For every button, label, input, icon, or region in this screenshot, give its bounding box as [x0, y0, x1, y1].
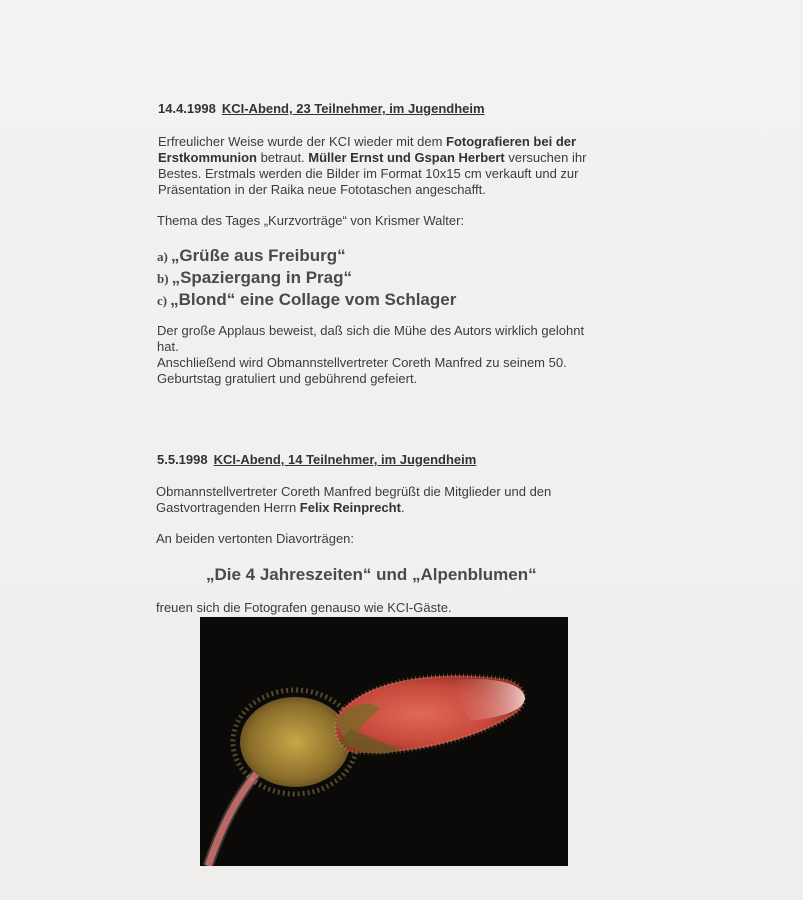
topic-list — [157, 245, 456, 311]
entry1-title: KCI-Abend, 23 Teilnehmer, im Jugendheim — [221, 101, 485, 116]
entry2-title: KCI-Abend, 14 Teilnehmer, im Jugendheim — [213, 452, 477, 467]
topic-text: „Spaziergang in Prag“ — [171, 268, 352, 287]
entry2-outro: freuen sich die Fotografen genauso wie KCI-Gäste. — [156, 600, 452, 615]
entry2-paragraph — [156, 484, 586, 516]
entry1-text: versuchen ihr Bestes. Erstmals werden die Bilder im Format 10x15 cm verkauft und zur Präsentation in der Raika neue Fototaschen angeschafft. — [158, 150, 587, 197]
entry1-text: Erfreulicher Weise wurde der KCI wieder mit dem — [158, 134, 447, 149]
entry1-bold-text: Fotografieren bei der Erstkommunion — [158, 134, 577, 165]
entry2-heading — [157, 452, 476, 467]
entry2-guest-name: Felix Reinprecht — [299, 500, 401, 515]
entry2-intro: An beiden vertonten Diavorträgen: — [156, 531, 355, 546]
entry2-talks: „Die 4 Jahreszeiten“ und „Alpenblumen“ — [206, 565, 537, 584]
flower-illustration — [200, 617, 568, 866]
entry1-bold-names: Müller Ernst und Gspan Herbert — [308, 150, 505, 165]
topic-item-a — [157, 245, 456, 267]
hairy-bud — [240, 697, 350, 787]
topic-label: c) — [157, 293, 168, 308]
entry2-date: 5.5.1998 — [157, 452, 208, 467]
entry1-text: betraut. — [256, 150, 309, 165]
entry1-date: 14.4.1998 — [158, 101, 216, 116]
entry1-applause: Der große Applaus beweist, daß sich die Mühe des Autors wirklich gelohnt hat. — [157, 323, 585, 354]
topic-label: a) — [157, 249, 168, 264]
entry1-birthday: Anschließend wird Obmannstellvertreter Coreth Manfred zu seinem 50. Geburtstag gratuliert und gebührend gefeiert. — [157, 355, 567, 386]
flower-photo — [200, 617, 568, 866]
topic-item-b — [157, 267, 456, 289]
topic-item-c — [157, 289, 456, 311]
topic-text: „Blond“ eine Collage vom Schlager — [170, 290, 457, 309]
entry2-text: Obmannstellvertreter Coreth Manfred begrüßt die Mitglieder und den Gastvortragenden Herrn — [156, 484, 552, 515]
entry1-heading — [158, 101, 485, 116]
topic-label: b) — [157, 271, 169, 286]
entry1-paragraph — [158, 134, 608, 198]
entry1-theme: Thema des Tages „Kurzvorträge“ von Krismer Walter: — [157, 213, 465, 228]
entry2-text: . — [400, 500, 405, 515]
topic-text: „Grüße aus Freiburg“ — [170, 246, 346, 265]
